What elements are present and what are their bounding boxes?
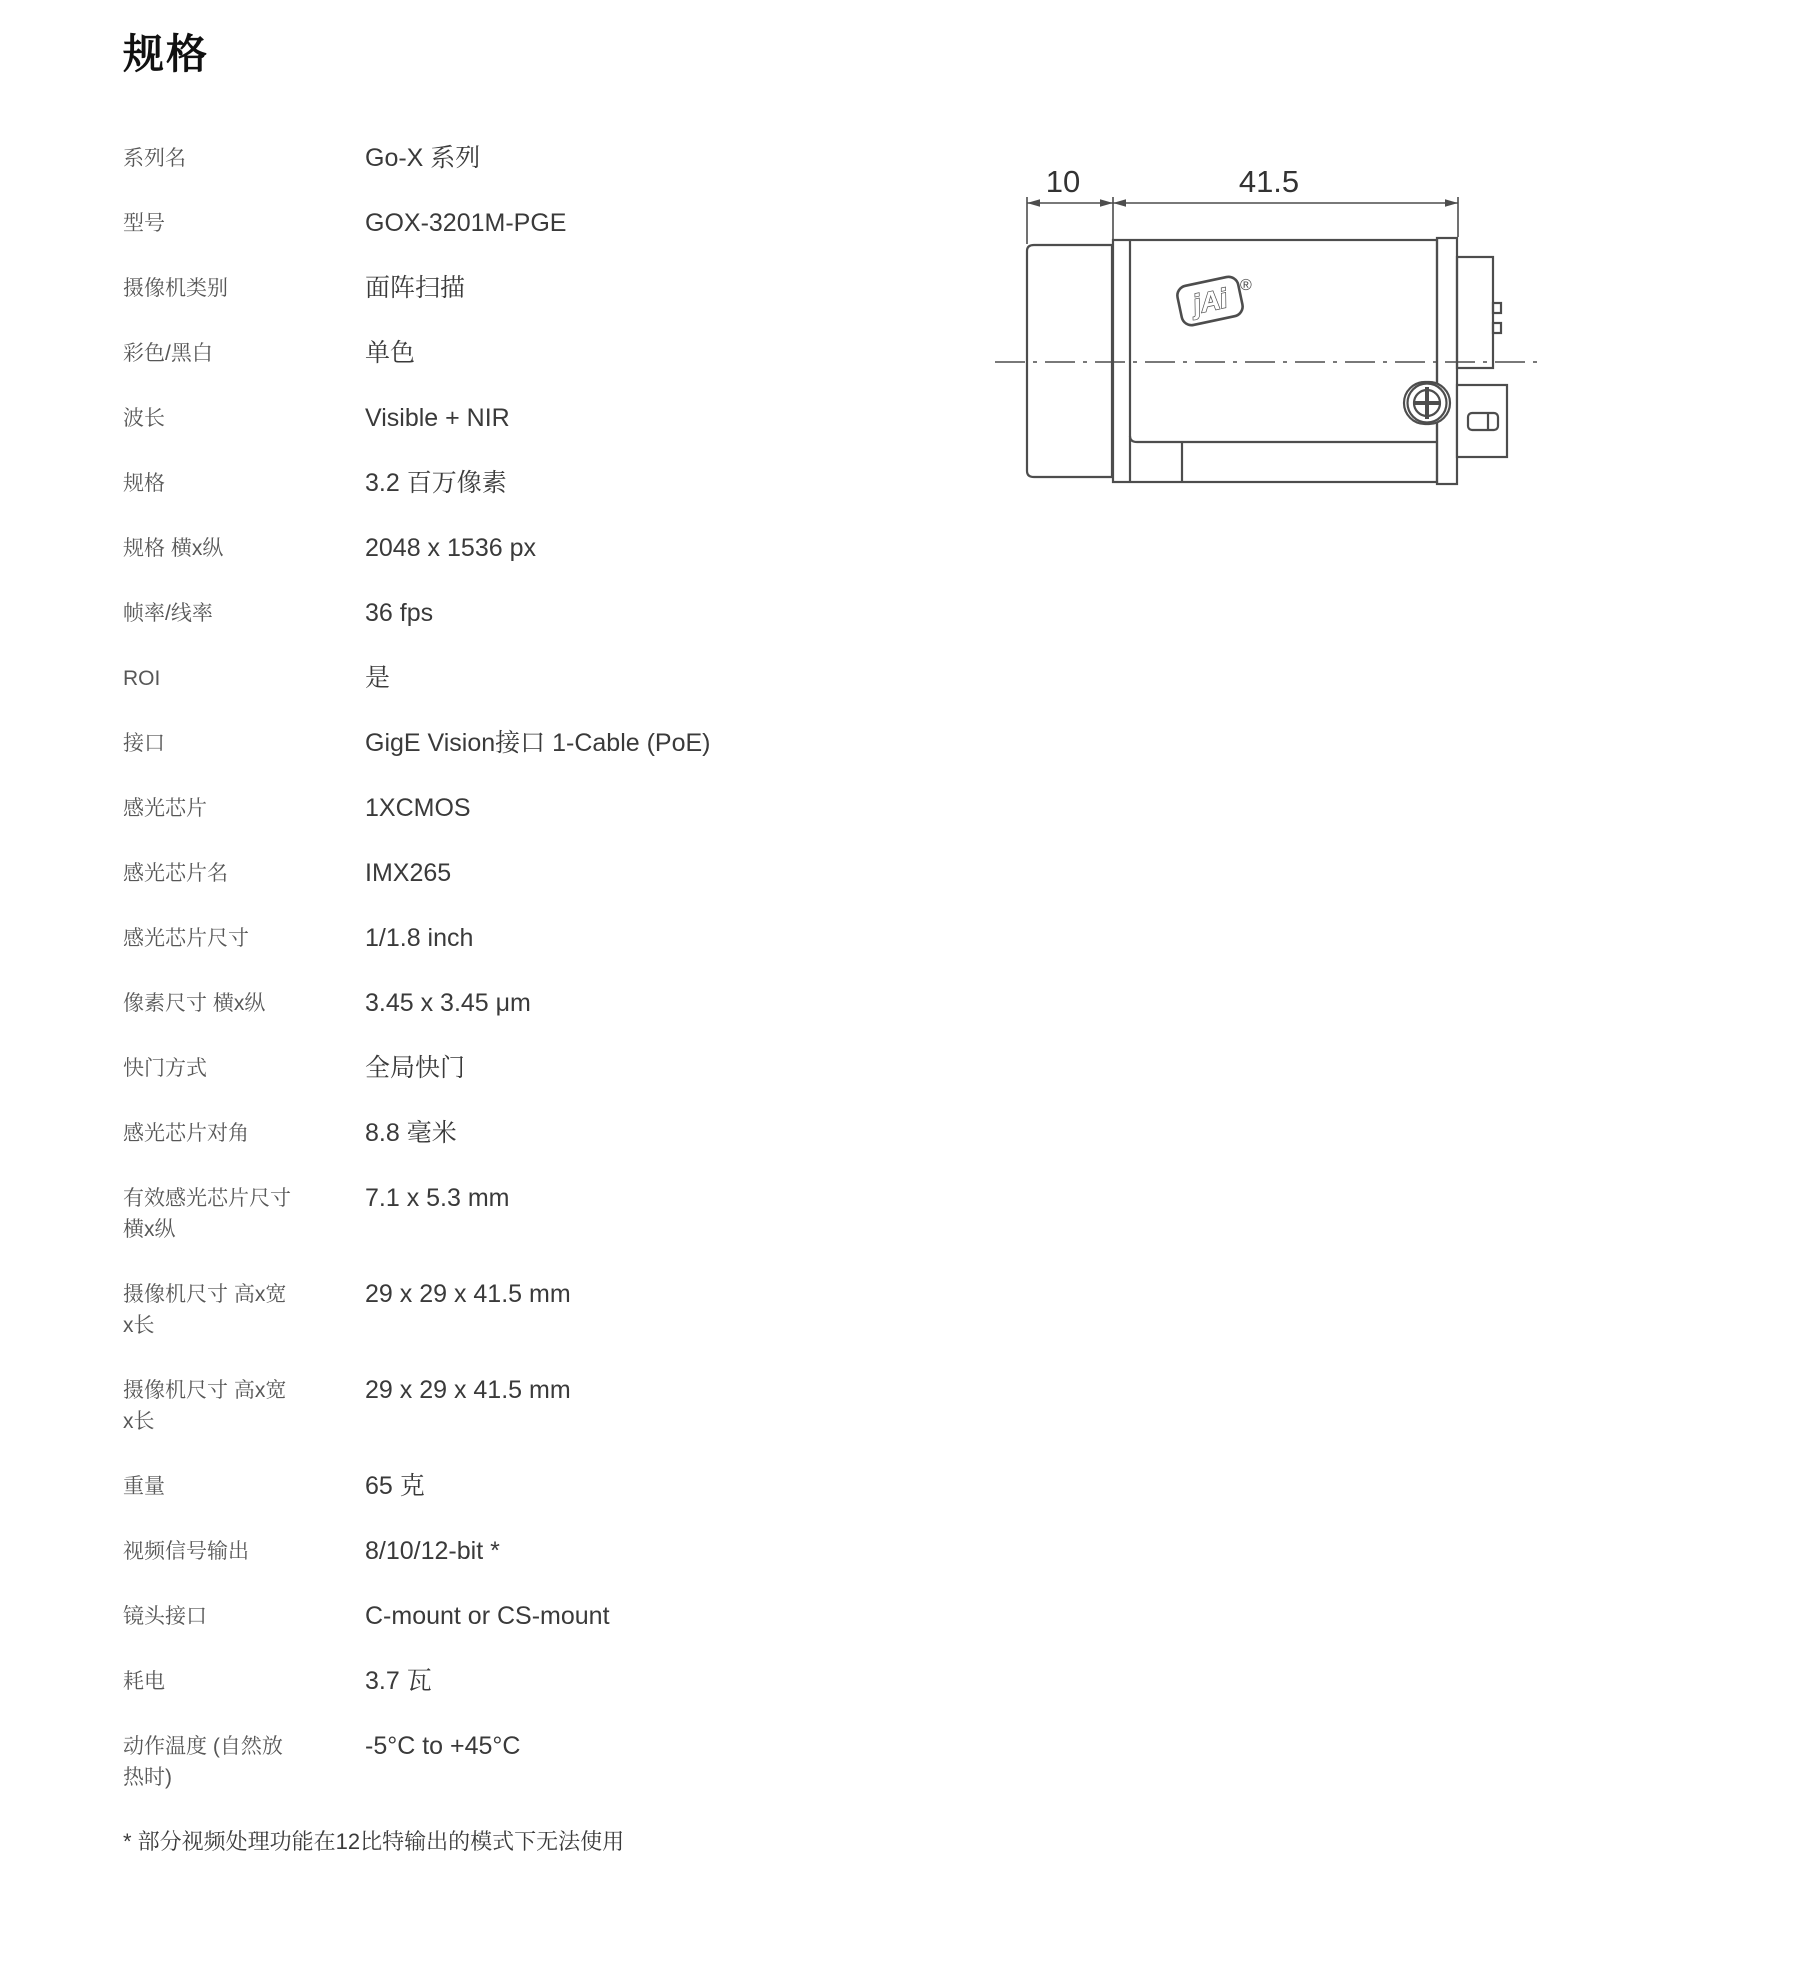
camera-body	[1113, 240, 1437, 482]
spec-label: 波长	[123, 407, 165, 431]
rear-connector-top-block	[1457, 257, 1501, 368]
spec-value: Visible + NIR	[365, 404, 510, 433]
spec-label: 耗电	[123, 1670, 165, 1694]
rear-plate	[1437, 238, 1457, 484]
spec-label: 接口	[123, 732, 165, 756]
spec-label: 快门方式	[123, 1057, 207, 1081]
spec-label: 帧率/线率	[123, 602, 213, 626]
spec-row	[123, 403, 843, 434]
spec-row	[123, 1279, 843, 1341]
spec-value: 8/10/12-bit *	[365, 1537, 500, 1566]
spec-label: 规格	[123, 472, 165, 496]
page-title: 规格	[123, 31, 209, 77]
jai-logo	[1176, 275, 1245, 327]
spec-label: 动作温度 (自然放热时)	[123, 1735, 283, 1790]
spec-label: 彩色/黑白	[123, 342, 213, 366]
spec-row	[123, 1601, 843, 1632]
spec-value: 是	[365, 664, 391, 693]
spec-value: C-mount or CS-mount	[365, 1602, 610, 1631]
spec-label: 感光芯片	[123, 797, 207, 821]
spec-row	[123, 793, 843, 824]
spec-label: ROI	[123, 667, 161, 691]
spec-row	[123, 1183, 843, 1245]
spec-row	[123, 1536, 843, 1567]
spec-label: 系列名	[123, 147, 186, 171]
dimension-front-length-label: 10	[1045, 164, 1081, 199]
footnote: * 部分视频处理功能在12比特输出的模式下无法使用	[123, 1829, 625, 1855]
body-inner-panel-line	[1130, 436, 1437, 442]
spec-value: GigE Vision接口 1-Cable (PoE)	[365, 729, 711, 758]
spec-label: 摄像机尺寸 高x宽x长	[123, 1283, 287, 1338]
spec-label: 感光芯片名	[123, 862, 228, 886]
spec-value: 7.1 x 5.3 mm	[365, 1184, 510, 1213]
spec-label: 感光芯片尺寸	[123, 927, 249, 951]
spec-value: 全局快门	[365, 1054, 466, 1083]
spec-row	[123, 1666, 843, 1697]
spec-value: 29 x 29 x 41.5 mm	[365, 1280, 571, 1309]
spec-label: 镜头接口	[123, 1605, 207, 1629]
spec-row	[123, 533, 843, 564]
spec-value: 单色	[365, 339, 416, 368]
spec-value: 3.7 瓦	[365, 1667, 432, 1696]
dimension-body-length-label: 41.5	[1238, 164, 1300, 199]
spec-row	[123, 858, 843, 889]
spec-value: IMX265	[365, 859, 452, 888]
spec-label: 视频信号输出	[123, 1540, 249, 1564]
spec-value: 3.45 x 3.45 μm	[365, 989, 531, 1018]
spec-label: 摄像机类别	[123, 277, 228, 301]
spec-row	[123, 923, 843, 954]
spec-value: 29 x 29 x 41.5 mm	[365, 1376, 571, 1405]
spec-value: Go-X 系列	[365, 144, 481, 173]
spec-row	[123, 273, 843, 304]
spec-table	[123, 143, 843, 1793]
spec-label: 感光芯片对角	[123, 1122, 249, 1146]
screw-icon	[1404, 382, 1450, 424]
spec-label: 型号	[123, 212, 165, 236]
camera-side-view-drawing	[980, 110, 1560, 530]
spec-value: GOX-3201M-PGE	[365, 209, 567, 238]
spec-value: 面阵扫描	[365, 274, 466, 303]
spec-value: -5°C to +45°C	[365, 1732, 521, 1761]
spec-row	[123, 1731, 843, 1793]
spec-row	[123, 208, 843, 239]
registered-mark-icon: ®	[1240, 277, 1252, 294]
spec-value: 8.8 毫米	[365, 1119, 457, 1148]
spec-row	[123, 1118, 843, 1149]
spec-row	[123, 598, 843, 629]
spec-row	[123, 988, 843, 1019]
spec-value: 1XCMOS	[365, 794, 471, 823]
spec-value: 65 克	[365, 1472, 425, 1501]
spec-row	[123, 728, 843, 759]
spec-label: 规格 横x纵	[123, 537, 224, 561]
rear-connector-bottom-block	[1457, 385, 1507, 457]
camera-diagram	[980, 110, 1560, 530]
spec-label: 重量	[123, 1475, 165, 1499]
svg-text:jAi: jAi	[1190, 283, 1231, 320]
spec-value: 36 fps	[365, 599, 434, 628]
lens-barrel	[1027, 245, 1112, 477]
spec-row	[123, 1471, 843, 1502]
spec-content	[123, 30, 843, 1857]
spec-row	[123, 663, 843, 694]
spec-row	[123, 143, 843, 174]
spec-row	[123, 338, 843, 369]
spec-label: 有效感光芯片尺寸 横x纵	[123, 1187, 291, 1242]
spec-label: 摄像机尺寸 高x宽x长	[123, 1379, 287, 1434]
spec-row	[123, 1375, 843, 1437]
extension-lines	[1027, 197, 1458, 244]
spec-label: 像素尺寸 横x纵	[123, 992, 266, 1016]
spec-value: 1/1.8 inch	[365, 924, 474, 953]
spec-value: 3.2 百万像素	[365, 469, 507, 498]
spec-row	[123, 468, 843, 499]
spec-value: 2048 x 1536 px	[365, 534, 536, 563]
spec-row	[123, 1053, 843, 1084]
